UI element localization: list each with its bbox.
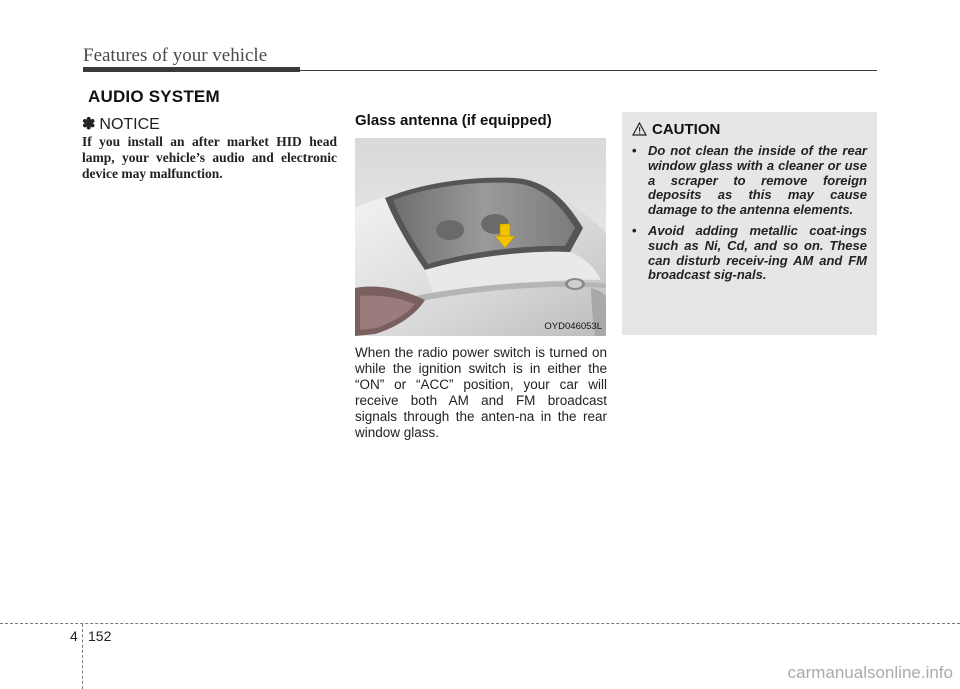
notice-star-icon: ✽	[82, 116, 96, 133]
antenna-heading: Glass antenna (if equipped)	[355, 112, 552, 129]
warning-triangle-icon	[632, 122, 647, 136]
watermark: carmanualsonline.info	[787, 663, 953, 682]
caution-item-text: Avoid adding metallic coat-ings such as Ni, Cd, and so on. These can disturb receiv-ing AM and FM broadcast sig-nals.	[648, 222, 867, 283]
caution-item	[632, 224, 867, 283]
caution-item-text: Do not clean the inside of the rear window glass with a cleaner or use a scraper to remove foreign deposits as this may cause damage to the antenna elements.	[648, 143, 867, 218]
notice-heading-text: NOTICE	[99, 116, 160, 133]
notice-body: If you install an after market HID head lamp, your vehicle’s audio and electronic device may malfunction.	[82, 134, 337, 181]
chapter-title: Features of your vehicle	[83, 45, 268, 66]
section-title: AUDIO SYSTEM	[88, 87, 220, 106]
caution-list	[632, 144, 867, 289]
notice-heading	[82, 114, 160, 134]
figure-code: OYD046053L	[544, 321, 602, 332]
chapter-number: 4	[70, 628, 78, 644]
rear-window-figure	[355, 138, 606, 336]
caution-heading-text: CAUTION	[652, 121, 721, 138]
header-rule-thin	[300, 70, 877, 71]
caution-item	[632, 144, 867, 218]
page-number: 152	[88, 628, 112, 644]
footer-divider	[82, 624, 83, 689]
header-rule-thick	[83, 67, 300, 72]
bullet-icon: •	[632, 143, 637, 158]
car-rear-window-illustration	[355, 138, 606, 336]
footer-rule	[0, 623, 960, 624]
antenna-body: When the radio power switch is turned on while the ignition switch is in either the “ON” or “ACC” position, your car will receive both AM and FM broadcast signals through the anten-na in the rear window glass.	[355, 345, 607, 440]
caution-heading	[632, 121, 720, 138]
bullet-icon: •	[632, 222, 637, 238]
